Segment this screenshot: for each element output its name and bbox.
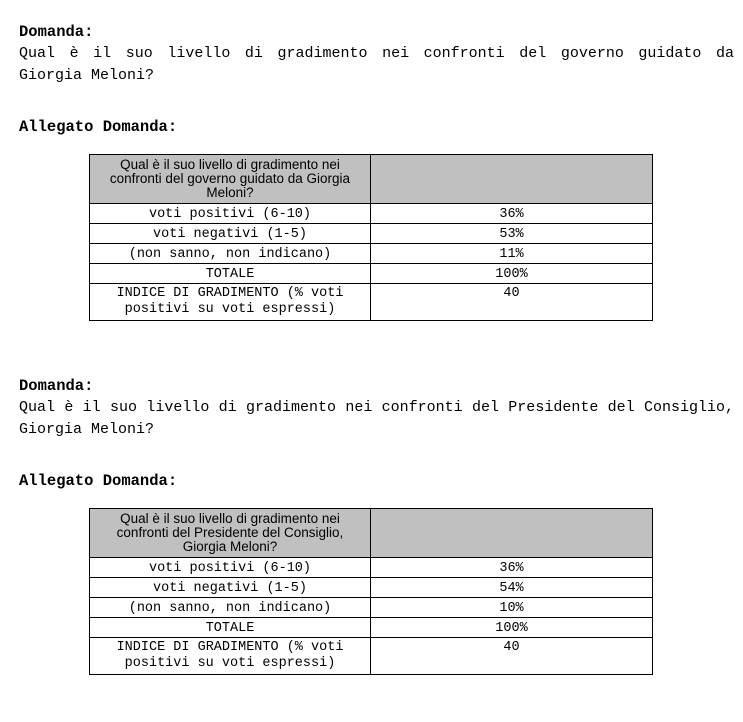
index-row — [90, 638, 653, 675]
table-row — [90, 618, 653, 638]
row-value: 100% — [371, 618, 653, 638]
row-label: voti negativi (1-5) — [90, 224, 371, 244]
row-label: voti positivi (6-10) — [90, 558, 371, 578]
table-header-empty-cell — [371, 155, 653, 204]
table-row — [90, 598, 653, 618]
allegato-section-2 — [19, 470, 734, 492]
domanda-label: Domanda: — [19, 377, 94, 395]
results-table-2 — [89, 508, 653, 675]
table-row — [90, 558, 653, 578]
row-value: 36% — [371, 558, 653, 578]
table-row — [90, 224, 653, 244]
domanda-label: Domanda: — [19, 23, 94, 41]
row-label: (non sanno, non indicano) — [90, 244, 371, 264]
index-label: INDICE DI GRADIMENTO (% voti positivi su voti espressi) — [90, 284, 371, 321]
index-row — [90, 284, 653, 321]
table-header-cell: Qual è il suo livello di gradimento nei confronti del Presidente del Consiglio, Giorgia Meloni? — [90, 509, 371, 558]
row-label: TOTALE — [90, 618, 371, 638]
row-value: 36% — [371, 204, 653, 224]
question-section-1 — [19, 21, 734, 87]
table-header-empty-cell — [371, 509, 653, 558]
index-value: 40 — [371, 638, 653, 675]
results-table-1 — [89, 154, 653, 321]
row-label: (non sanno, non indicano) — [90, 598, 371, 618]
index-value: 40 — [371, 284, 653, 321]
table-row — [90, 578, 653, 598]
index-label: INDICE DI GRADIMENTO (% voti positivi su voti espressi) — [90, 638, 371, 675]
allegato-section-1 — [19, 116, 734, 138]
row-label: voti negativi (1-5) — [90, 578, 371, 598]
question-section-2 — [19, 375, 734, 441]
question-text: Qual è il suo livello di gradimento nei confronti del governo guidato da Giorgia Meloni? — [19, 45, 734, 84]
table-row — [90, 264, 653, 284]
allegato-label: Allegato Domanda: — [19, 118, 178, 136]
question-text: Qual è il suo livello di gradimento nei confronti del Presidente del Consiglio, Giorgia Meloni? — [19, 399, 734, 438]
row-value: 10% — [371, 598, 653, 618]
row-value: 54% — [371, 578, 653, 598]
row-label: voti positivi (6-10) — [90, 204, 371, 224]
table-header-row — [90, 509, 653, 558]
allegato-label: Allegato Domanda: — [19, 472, 178, 490]
row-value: 53% — [371, 224, 653, 244]
row-value: 100% — [371, 264, 653, 284]
row-value: 11% — [371, 244, 653, 264]
table-header-row — [90, 155, 653, 204]
table-header-cell: Qual è il suo livello di gradimento nei confronti del governo guidato da Giorgia Meloni? — [90, 155, 371, 204]
row-label: TOTALE — [90, 264, 371, 284]
table-row — [90, 244, 653, 264]
table-row — [90, 204, 653, 224]
